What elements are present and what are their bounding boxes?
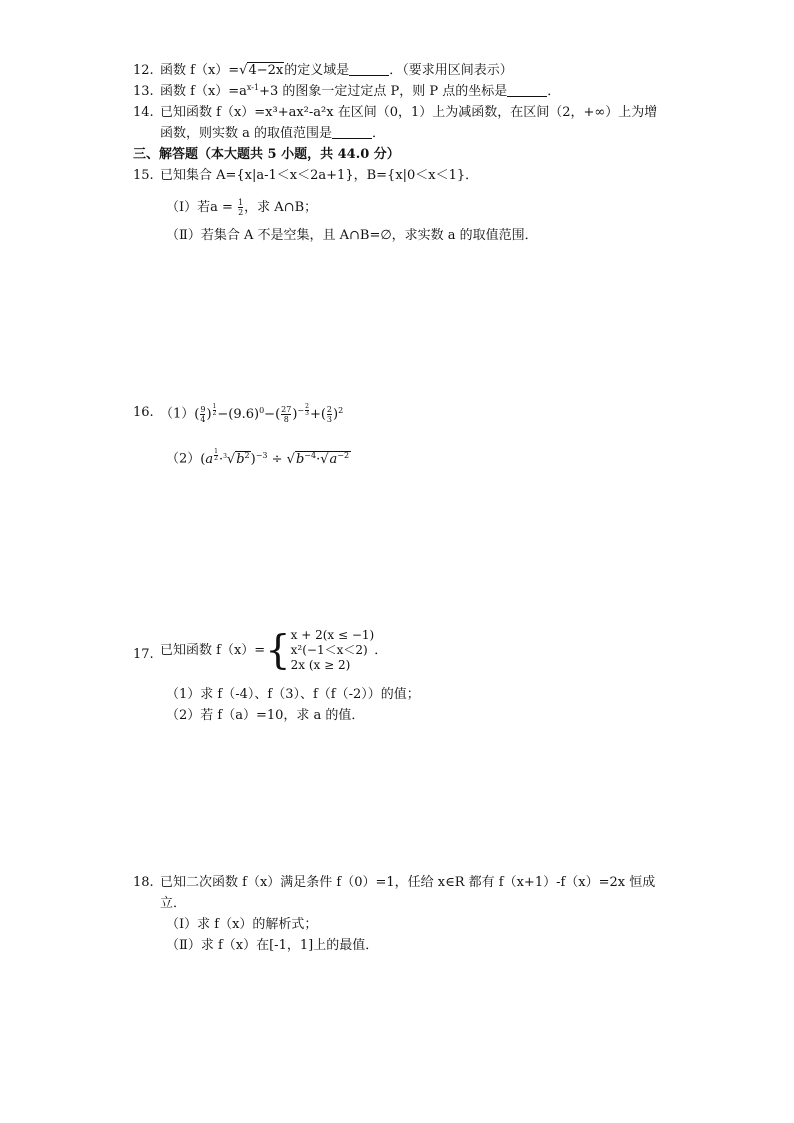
q13-text	[160, 84, 560, 100]
q17-case2: x²(−1＜x＜2)	[290, 643, 368, 657]
q12-radicand: 4−2x	[248, 63, 284, 78]
section-heading: 三、解答题（本大题共 5 小题，共 44.0 分）	[133, 147, 400, 162]
q14-number: 14.	[133, 105, 154, 120]
q16-part2-label: （2）	[166, 451, 201, 467]
q13-number: 13.	[133, 84, 154, 99]
q17-part2: （2）若 f（a）=10，求 a 的值．	[166, 708, 365, 723]
q17-cases	[291, 628, 375, 673]
q16-part1-label: （1）	[160, 406, 195, 422]
q17-stem-suffix: ．	[374, 643, 388, 658]
q14-line2	[160, 126, 385, 142]
q18-number: 18.	[133, 875, 154, 890]
q12-number: 12.	[133, 63, 154, 78]
q17-number: 17.	[133, 647, 154, 662]
q16-part1-expression: ( $\frac{9}{4}$ ) $^{\frac{1}{2}}$ $-(9.6)^0-$( $\frac{27}{8}$ )$^{- \frac{2}{3}}$ +( $\frac{2}{3}$ )$^2$	[194, 403, 344, 424]
q13-suffix: +3 的图象一定过定点 P，则 P 点的坐标是	[259, 84, 508, 99]
q13-after-blank: ．	[547, 84, 561, 99]
q12-text: 函数 f（x）=√4−2x的定义域是 ．（要求用区间表示）	[160, 63, 513, 78]
q12-after-blank: ．（要求用区间表示）	[389, 63, 513, 78]
q17-stem	[160, 628, 387, 673]
q15-part2: （Ⅱ）若集合 A 不是空集，且 A∩B=∅，求实数 a 的取值范围．	[166, 228, 538, 243]
q18-line2: 立．	[160, 896, 187, 911]
q15-number: 15.	[133, 168, 154, 183]
q17-part1: （1）求 f（-4）、f（3）、f（f（-2））的值；	[166, 687, 420, 702]
q16-number: 16.	[133, 405, 154, 420]
q17-stem-prefix: 已知函数 f（x）=	[160, 643, 266, 658]
q14-answer-blank	[332, 138, 372, 139]
q17-case1: x + 2(x ≤ −1)	[290, 628, 375, 642]
q15-part1-prefix: （Ⅰ）若a =	[166, 200, 233, 215]
q15-part1-suffix: ，求 A∩B；	[244, 200, 318, 215]
q12-prefix: 函数 f（x）=	[160, 63, 240, 78]
q17-case3: 2x (x ≥ 2)	[290, 658, 351, 672]
q12-answer-blank	[349, 75, 389, 76]
q14-line1: 已知函数 f（x）=x³+ax²-a²x 在区间（0，1）上为减函数，在区间（2，+∞）上为增	[160, 105, 658, 120]
q13-answer-blank	[507, 96, 547, 97]
q14-after-blank: ．	[372, 126, 386, 141]
q17-brace: {	[265, 627, 291, 674]
q12-suffix: 的定义域是	[284, 63, 350, 78]
q18-line1: 已知二次函数 f（x）满足条件 f（0）=1，任给 x∈R 都有 f（x+1）-f（x）=2x 恒成	[160, 875, 656, 890]
q15-stem: 已知集合 A={x|a-1＜x＜2a+1}，B={x|0＜x＜1}．	[160, 168, 479, 183]
q16-part1	[160, 404, 343, 424]
q15-fraction: $\frac{1}{2}$	[238, 198, 244, 217]
q13-prefix: 函数 f（x）=a	[160, 84, 247, 99]
q16-part2	[166, 449, 351, 468]
q18-part1: （Ⅰ）求 f（x）的解析式；	[166, 917, 318, 932]
q14-line2-text: 函数，则实数 a 的取值范围是	[160, 126, 333, 141]
q15-part1	[166, 198, 317, 217]
q18-part2: （Ⅱ）求 f（x）在[-1，1]上的最值．	[166, 938, 379, 953]
q16-part2-expression: (a $^{\frac{1}{2}}$ $\cdot^3√b^2)^{-3} \div √b^{-4}\cdot√a^{-2}$	[200, 448, 350, 467]
q13-exponent: x-1	[246, 83, 260, 92]
